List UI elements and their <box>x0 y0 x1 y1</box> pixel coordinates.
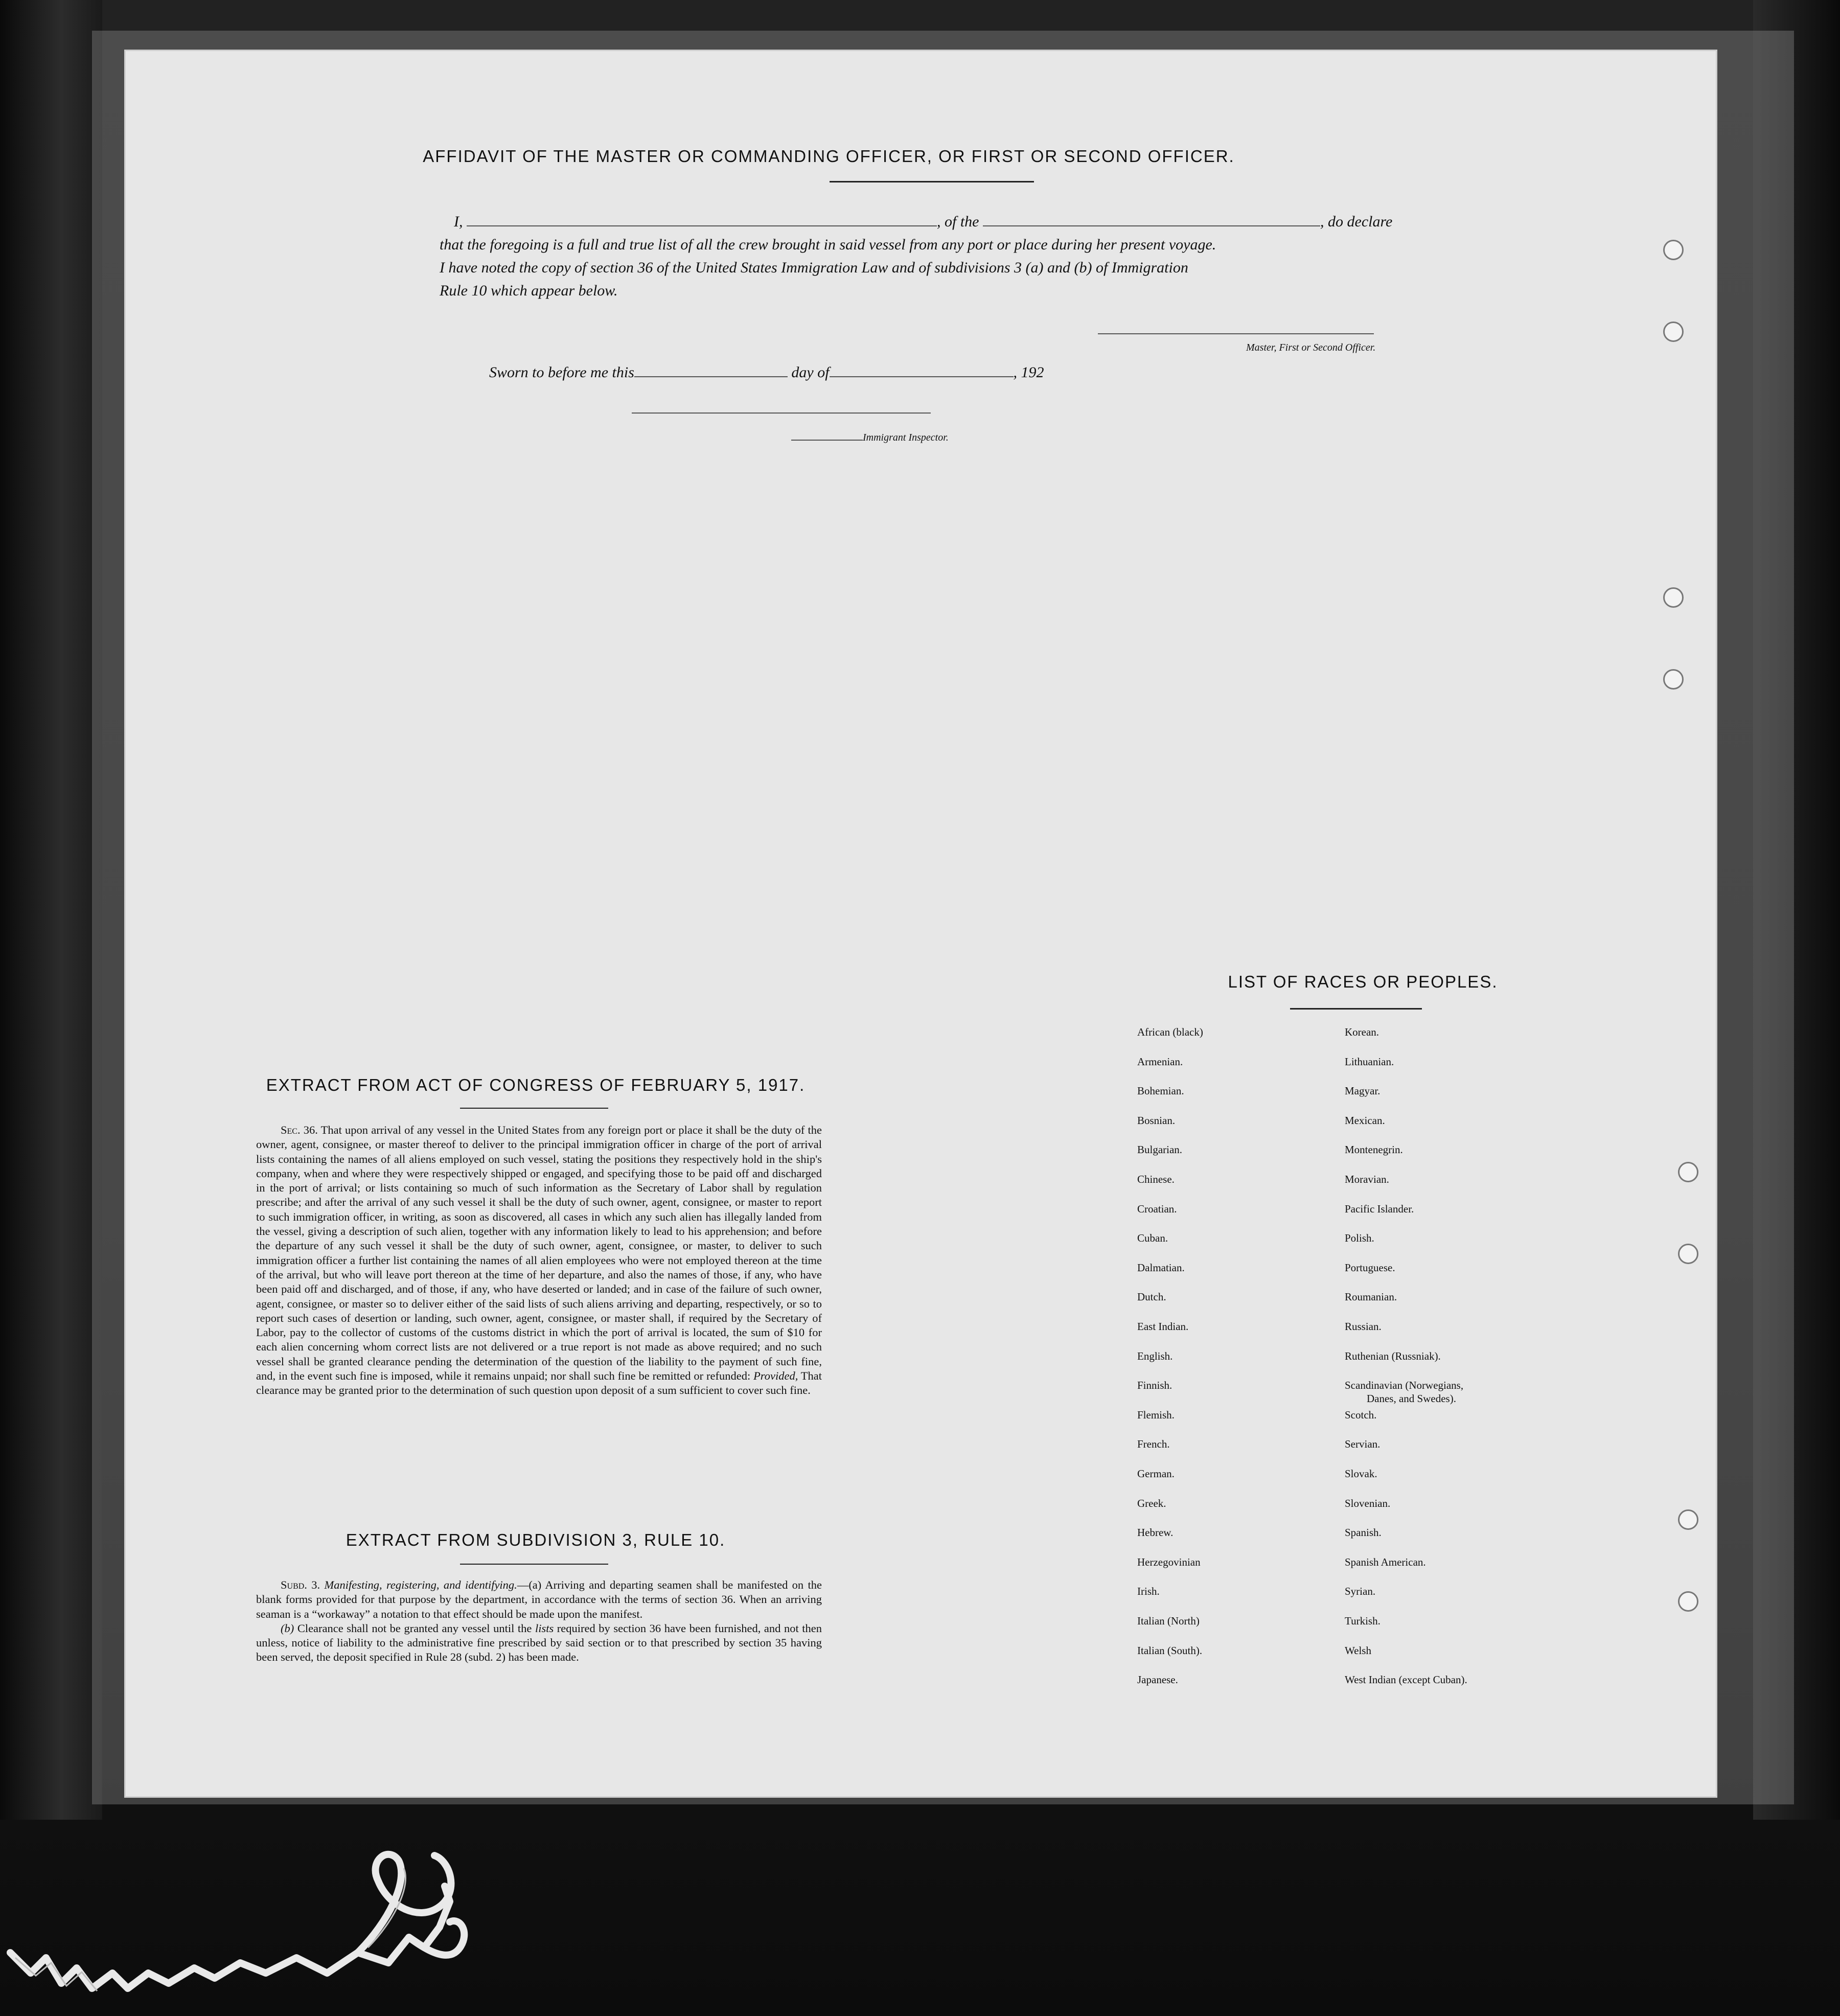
race-item: Syrian. <box>1345 1585 1376 1598</box>
race-item: English. <box>1137 1349 1173 1362</box>
act-extract-title: EXTRACT FROM ACT OF CONGRESS OF FEBRUARY 5, 1917. <box>266 1075 806 1094</box>
punch-hole-icon <box>1663 240 1684 260</box>
vessel-blank[interactable] <box>983 225 1320 226</box>
race-item: Dutch. <box>1137 1291 1166 1303</box>
race-item: Cuban. <box>1137 1232 1168 1245</box>
title-rule <box>830 181 1034 182</box>
race-item: Hebrew. <box>1137 1526 1174 1539</box>
para-b-lists: lists <box>535 1621 554 1635</box>
race-item: Magyar. <box>1345 1085 1381 1097</box>
race-item: Japanese. <box>1137 1674 1178 1686</box>
race-item: Ruthenian (Russniak). <box>1345 1349 1441 1362</box>
race-item: Armenian. <box>1137 1055 1183 1068</box>
inspector-caption-text: Immigrant Inspector. <box>863 432 949 443</box>
races-title-rule <box>1290 1008 1422 1010</box>
affidavit-line-3: I have noted the copy of section 36 of the United States Immigration Law and of subdivisions 3 (a) and (b) of Immigration <box>440 259 1188 276</box>
ribbon-tie-image <box>0 1820 613 2016</box>
race-item: Montenegrin. <box>1345 1143 1403 1156</box>
race-item: Scotch. <box>1345 1408 1377 1421</box>
master-signature-blank[interactable] <box>1098 333 1374 334</box>
race-item: Italian (North) <box>1137 1615 1200 1627</box>
race-item: Dalmatian. <box>1137 1261 1185 1274</box>
manifest-page <box>124 50 1717 1798</box>
sec-label: Sec. 36. <box>281 1124 318 1136</box>
punch-hole-icon <box>1663 322 1684 342</box>
race-item: Spanish. <box>1345 1526 1382 1539</box>
race-item: Welsh <box>1345 1644 1371 1657</box>
name-blank[interactable] <box>467 225 937 226</box>
para-b-1: Clearance shall not be granted any vessel until the <box>297 1621 532 1635</box>
act-title-rule <box>460 1108 608 1109</box>
section-36-text <box>256 1123 822 1398</box>
sec-body: That upon arrival of any vessel in the United States from any foreign port or place it shall be the duty of the owner, agent, consignee, or master thereof to deliver to the principal immigration officer in charge of the port of arrival lists containing the names of all aliens employed on such vessel, stating the positions they respectively hold in the ship's company, when and where they were respectively shipped or engaged, and specifying those to be paid off and discharged in the port of arrival; or lists containing so much of such information as the Secretary of Labor shall by regulation prescribe; and after the arrival of any such vessel it shall be the duty of such owner, agent, consignee, or master to report to such immigration officer, in writing, as soon as discovered, all cases in which any such alien has illegally landed from the vessel, giving a description of such alien, together with any information likely to lead to his apprehension; and before the departure of any such vessel it shall be the duty of such owner, agent, consignee, or master, to deliver to such immigration officer a further list containing the names of all alien employees who were not employed thereon at the time of the arrival, but who will leave port thereon at the time of her departure, and also the names of those, if any, who have been paid off and discharged, and of those, if any, who have deserted or landed; and in case of the failure of such owner, agent, consignee, or master so to deliver either of the said lists of such aliens arriving and departing, respectively, or so to report such cases of desertion or landing, such owner, agent, consignee, or master shall, if required by the Secretary of Labor, pay to the collector of customs of the customs district in which the port of arrival is located, the sum of $10 for each alien concerning whom correct lists are not delivered or a true report is not made as above required; and no such vessel shall be granted clearance pending the determination of the question of the liability to the payment of such fine, and, in the event such fine is imposed, while it remains unpaid; nor shall such fine be remitted or refunded: <box>256 1124 822 1383</box>
race-item: Irish. <box>1137 1585 1160 1598</box>
race-item: Russian. <box>1345 1320 1382 1333</box>
race-item: Flemish. <box>1137 1408 1175 1421</box>
affidavit-line-1 <box>454 213 1392 231</box>
race-item: Croatian. <box>1137 1202 1177 1215</box>
race-item: Moravian. <box>1345 1173 1389 1185</box>
race-item: Korean. <box>1345 1026 1379 1038</box>
race-item: Bohemian. <box>1137 1085 1184 1097</box>
race-item: Bulgarian. <box>1137 1143 1183 1156</box>
race-item: Bosnian. <box>1137 1114 1176 1127</box>
race-item: Italian (South). <box>1137 1644 1203 1657</box>
subdivision-3-text <box>256 1578 822 1665</box>
race-item: Servian. <box>1345 1438 1381 1451</box>
affidavit-line-2: that the foregoing is a full and true list of all the crew brought in said vessel from any port or place during her present voyage. <box>440 236 1216 253</box>
inspector-caption <box>791 432 949 444</box>
race-item: Herzegovinian <box>1137 1555 1201 1568</box>
race-item: German. <box>1137 1468 1175 1480</box>
race-item: Mexican. <box>1345 1114 1385 1127</box>
punch-hole-icon <box>1663 669 1684 690</box>
race-item: Portuguese. <box>1345 1261 1395 1274</box>
sec-body-end: That clearance may be granted prior to the determination of such question upon deposit of a sum sufficient to cover such fine. <box>256 1369 822 1397</box>
race-item: Slovenian. <box>1345 1497 1391 1509</box>
inspector-signature-blank[interactable] <box>632 413 931 414</box>
punch-hole-icon <box>1678 1162 1698 1182</box>
para-b-label: (b) <box>281 1621 294 1635</box>
race-item-continuation: Danes, and Swedes). <box>1367 1392 1456 1405</box>
race-item: Finnish. <box>1137 1379 1172 1392</box>
provided-word: Provided, <box>753 1369 798 1383</box>
punch-hole-icon <box>1678 1509 1698 1530</box>
race-item: Polish. <box>1345 1232 1374 1245</box>
race-item: Greek. <box>1137 1497 1166 1509</box>
para-b-2: required by section 36 have been furnished, and not then unless, notice of liability to the administrative fine prescribed by said section or to that prescribed by section 35 having been served, the deposit specified in Rule 28 (subd. 2) has been made. <box>256 1621 822 1664</box>
sworn-prefix: Sworn to before me this <box>489 364 634 381</box>
of-the-label: , of the <box>937 213 979 230</box>
punch-hole-icon <box>1663 587 1684 608</box>
affidavit-line-4: Rule 10 which appear below. <box>440 282 618 299</box>
rule-extract-title: EXTRACT FROM SUBDIVISION 3, RULE 10. <box>346 1530 726 1549</box>
sworn-line <box>489 364 1044 381</box>
races-title: LIST OF RACES OR PEOPLES. <box>1228 972 1498 991</box>
year-label: , 192 <box>1013 364 1044 381</box>
subd-label: Subd. 3. <box>281 1578 320 1591</box>
i-label: I, <box>454 213 463 230</box>
race-item: Chinese. <box>1137 1173 1175 1185</box>
race-item: French. <box>1137 1438 1170 1451</box>
race-item: Lithuanian. <box>1345 1055 1394 1068</box>
race-item: East Indian. <box>1137 1320 1189 1333</box>
race-item: Turkish. <box>1345 1615 1381 1627</box>
affidavit-title: AFFIDAVIT OF THE MASTER OR COMMANDING OFFICER, OR FIRST OR SECOND OFFICER. <box>423 147 1235 166</box>
race-item: Spanish American. <box>1345 1555 1426 1568</box>
race-item: Slovak. <box>1345 1468 1377 1480</box>
punch-hole-icon <box>1678 1244 1698 1264</box>
race-item: Scandinavian (Norwegians, <box>1345 1379 1464 1392</box>
race-item: Pacific Islander. <box>1345 1202 1414 1215</box>
do-declare-label: , do declare <box>1320 213 1393 230</box>
sworn-day-blank[interactable] <box>634 376 788 377</box>
day-of-label: day of <box>791 364 830 381</box>
race-item: Roumanian. <box>1345 1291 1397 1303</box>
master-caption: Master, First or Second Officer. <box>1246 342 1376 353</box>
subd-heading: Manifesting, registering, and identifying. <box>324 1578 517 1591</box>
rule-title-rule <box>460 1564 608 1565</box>
left-scan-edge <box>0 0 102 1820</box>
sworn-month-blank[interactable] <box>830 376 1014 377</box>
punch-hole-icon <box>1678 1591 1698 1612</box>
inspector-caption-lead <box>791 440 863 441</box>
subd-para-a: —(a) Arriving and departing seamen shall be manifested on the blank forms provided for that purpose by the department, in accordance with the terms of section 36. When an arriving seaman is a “workaway” a notation to that effect should be made upon the manifest. <box>256 1578 822 1620</box>
race-item: African (black) <box>1137 1026 1203 1038</box>
race-item: West Indian (except Cuban). <box>1345 1674 1467 1686</box>
